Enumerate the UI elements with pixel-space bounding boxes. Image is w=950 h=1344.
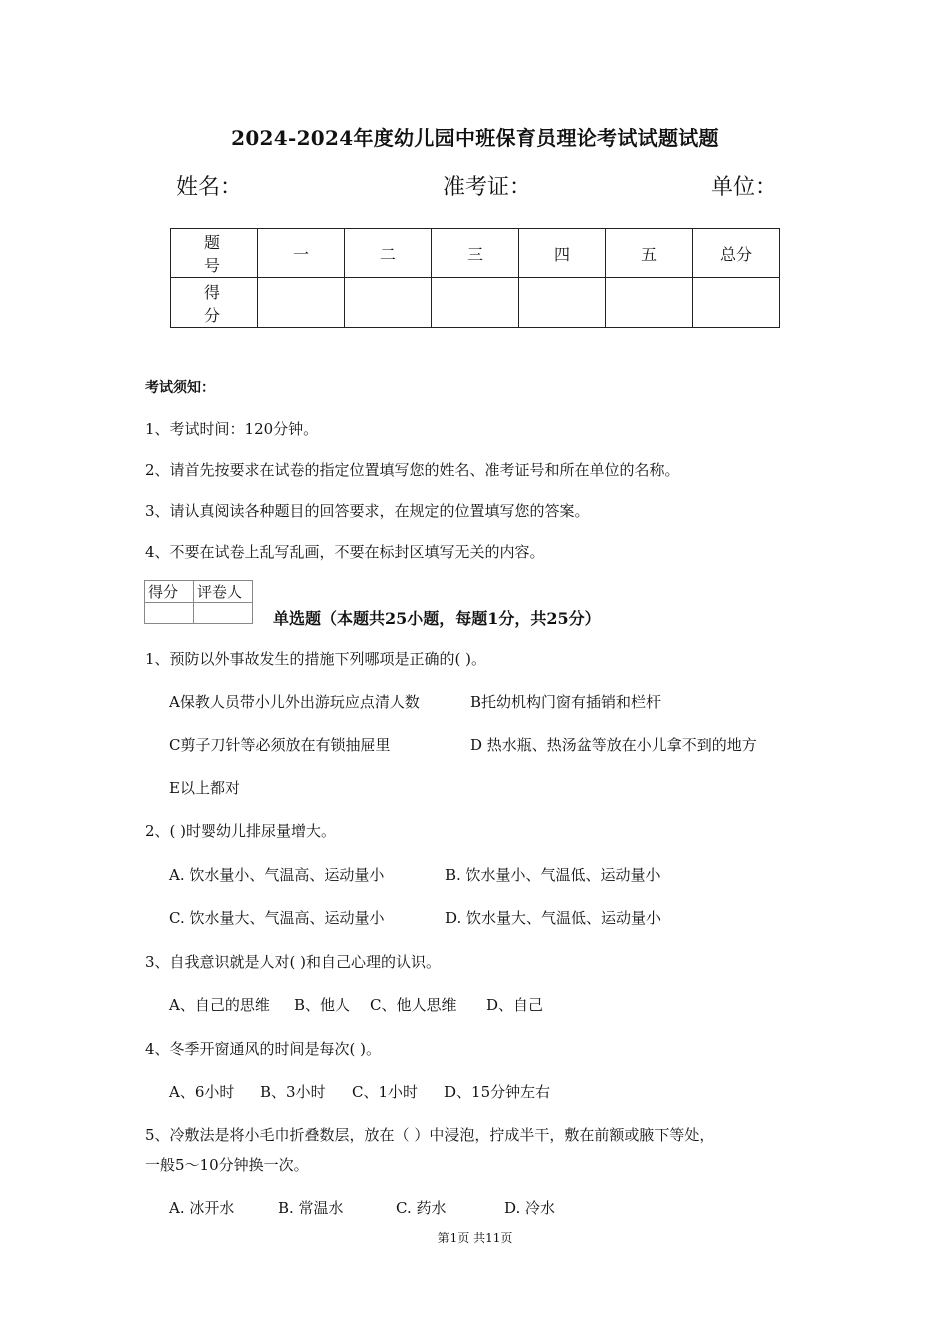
question-option: B、3小时 [260,1083,326,1101]
question-option: D、15分钟左右 [444,1083,551,1101]
notice-item: 4、不要在试卷上乱写乱画，不要在标封区填写无关的内容。 [145,543,545,561]
question-option: B、他人 [294,996,351,1014]
score-table-col-2: 二 [345,229,432,278]
notice-item: 2、请首先按要求在试卷的指定位置填写您的姓名、准考证号和所在单位的名称。 [145,461,680,479]
score-table-col-1: 一 [258,229,345,278]
notice-item: 3、请认真阅读各种题目的回答要求，在规定的位置填写您的答案。 [145,502,590,520]
notice-heading: 考试须知： [145,380,215,396]
question-option: A. 冰开水 [169,1199,235,1217]
section-heading: 单选题（本题共25小题，每题1分，共25分） [273,609,601,628]
question-option: C. 药水 [396,1199,447,1217]
question-option: A、6小时 [169,1083,235,1101]
question-option: C. 饮水量大、气温高、运动量小 [169,909,385,927]
score-table-col-3: 三 [432,229,519,278]
score-cell-5[interactable] [606,278,693,328]
unit-label: 单位： [711,175,778,200]
score-cell-4[interactable] [519,278,606,328]
question-option: D. 饮水量大、气温低、运动量小 [445,909,662,927]
question-stem: 2、( )时婴幼儿排尿量增大。 [145,822,337,840]
grader-reviewer-label: 评卷人 [194,581,253,603]
name-label: 姓名： [176,175,243,200]
question-option: A. 饮水量小、气温高、运动量小 [169,866,385,884]
question-stem-continued: 一般5～10分钟换一次。 [145,1156,309,1174]
grader-score-cell[interactable] [145,603,194,624]
grader-box [144,580,253,624]
score-cell-2[interactable] [345,278,432,328]
question-option: B托幼机构门窗有插销和栏杆 [470,693,662,711]
question-option: A保教人员带小儿外出游玩应点清人数 [169,693,420,711]
question-option: C、1小时 [352,1083,419,1101]
question-stem: 1、预防以外事故发生的措施下列哪项是正确的( )。 [145,650,487,668]
question-option: D 热水瓶、热汤盆等放在小儿拿不到的地方 [470,736,757,754]
score-table-col-4: 四 [519,229,606,278]
question-option: C剪子刀针等必须放在有锁抽屉里 [169,736,391,754]
question-option: E以上都对 [169,779,240,797]
question-option: A、自己的思维 [169,996,270,1014]
question-stem: 3、自我意识就是人对( )和自己心理的认识。 [145,953,442,971]
exam-number-label: 准考证： [443,175,532,200]
question-option: D、自己 [486,996,544,1014]
question-option: B. 饮水量小、气温低、运动量小 [445,866,661,884]
score-cell-total[interactable] [693,278,780,328]
question-option: B. 常温水 [278,1199,344,1217]
question-option: C、他人思维 [370,996,457,1014]
score-table-score-label: 得 分 [171,278,258,328]
grader-score-label: 得分 [145,581,194,603]
grader-reviewer-cell[interactable] [194,603,253,624]
score-table-col-5: 五 [606,229,693,278]
question-stem: 5、冷敷法是将小毛巾折叠数层，放在（ ）中浸泡，拧成半干，敷在前额或腋下等处， [145,1126,715,1144]
notice-item: 1、考试时间：120分钟。 [145,420,319,438]
score-cell-3[interactable] [432,278,519,328]
question-stem: 4、冬季开窗通风的时间是每次( )。 [145,1040,382,1058]
page-footer: 第1页 共11页 [437,1231,513,1245]
score-table-col-total: 总分 [693,229,780,278]
score-table-header-label: 题 号 [171,229,258,278]
page-title: 2024-2024年度幼儿园中班保育员理论考试试题试题 [231,126,719,150]
score-table [170,228,780,328]
question-option: D. 冷水 [504,1199,556,1217]
score-cell-1[interactable] [258,278,345,328]
